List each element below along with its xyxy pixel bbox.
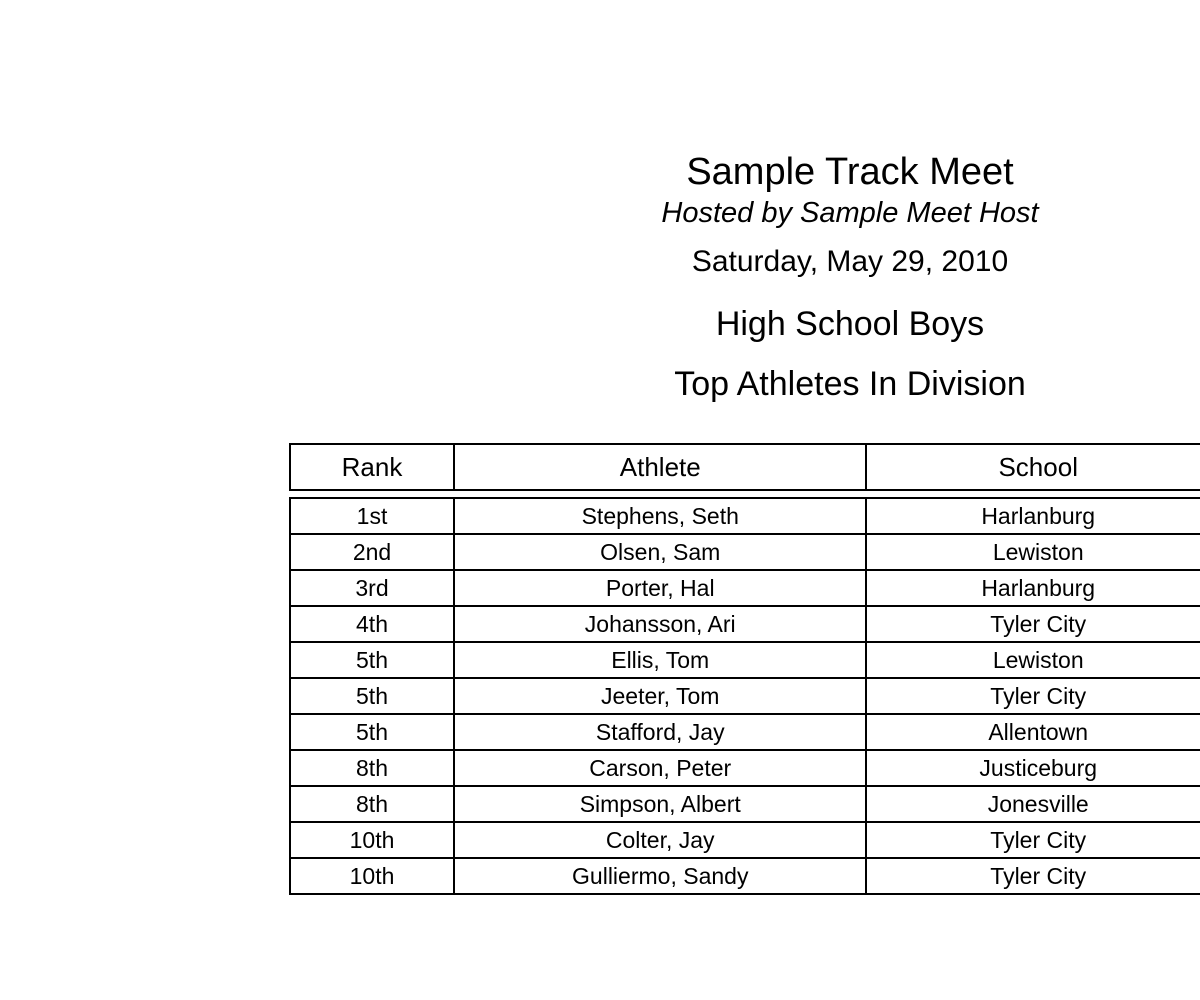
column-header-school: School: [998, 451, 1078, 482]
column-header-rank: Rank: [291, 445, 455, 489]
table-row: [291, 823, 1200, 859]
school-cell: Jonesville: [987, 790, 1089, 817]
school-cell: Allentown: [988, 718, 1089, 745]
athlete-cell: Ellis, Tom: [455, 643, 867, 677]
rank-cell: 5th: [291, 643, 455, 677]
athlete-cell: Porter, Hal: [455, 571, 867, 605]
meet-date: Saturday, May 29, 2010: [691, 245, 1009, 278]
table-row: [291, 751, 1200, 787]
school-cell: Tyler City: [990, 610, 1087, 637]
school-cell: Lewiston: [992, 646, 1084, 673]
school-cell: Harlanburg: [981, 574, 1096, 601]
athlete-cell: Carson, Peter: [455, 751, 867, 785]
athlete-cell: Colter, Jay: [455, 823, 867, 857]
rank-cell: 10th: [291, 823, 455, 857]
results-table: [289, 443, 1200, 895]
table-row: [291, 643, 1200, 679]
rank-cell: 5th: [291, 715, 455, 749]
table-row: [291, 859, 1200, 895]
table-row: [291, 499, 1200, 535]
report-title: Top Athletes In Division: [674, 365, 1026, 403]
school-cell: Justiceburg: [979, 754, 1098, 781]
school-cell: Tyler City: [990, 862, 1087, 889]
school-cell: Lewiston: [992, 538, 1084, 565]
school-cell: Tyler City: [990, 682, 1087, 709]
table-header-row: [289, 443, 1200, 491]
rank-cell: 2nd: [291, 535, 455, 569]
athlete-cell: Stephens, Seth: [455, 499, 867, 533]
rank-cell: 4th: [291, 607, 455, 641]
column-header-athlete: Athlete: [455, 445, 867, 489]
rank-cell: 8th: [291, 787, 455, 821]
table-row: [291, 535, 1200, 571]
meet-host: Hosted by Sample Meet Host: [661, 197, 1039, 229]
table-row: [291, 715, 1200, 751]
school-cell: Harlanburg: [981, 502, 1096, 529]
athlete-cell: Jeeter, Tom: [455, 679, 867, 713]
table-row: [291, 607, 1200, 643]
athlete-cell: Stafford, Jay: [455, 715, 867, 749]
athlete-cell: Gulliermo, Sandy: [455, 859, 867, 893]
rank-cell: 10th: [291, 859, 455, 893]
division-title: High School Boys: [715, 305, 985, 343]
athlete-cell: Olsen, Sam: [455, 535, 867, 569]
rank-cell: 1st: [291, 499, 455, 533]
table-row: [291, 679, 1200, 715]
table-row: [291, 787, 1200, 823]
table-row: [291, 571, 1200, 607]
meet-title: Sample Track Meet: [686, 151, 1014, 193]
rank-cell: 3rd: [291, 571, 455, 605]
table-body: [289, 497, 1200, 895]
athlete-cell: Simpson, Albert: [455, 787, 867, 821]
athlete-cell: Johansson, Ari: [455, 607, 867, 641]
rank-cell: 8th: [291, 751, 455, 785]
school-cell: Tyler City: [990, 826, 1087, 853]
rank-cell: 5th: [291, 679, 455, 713]
